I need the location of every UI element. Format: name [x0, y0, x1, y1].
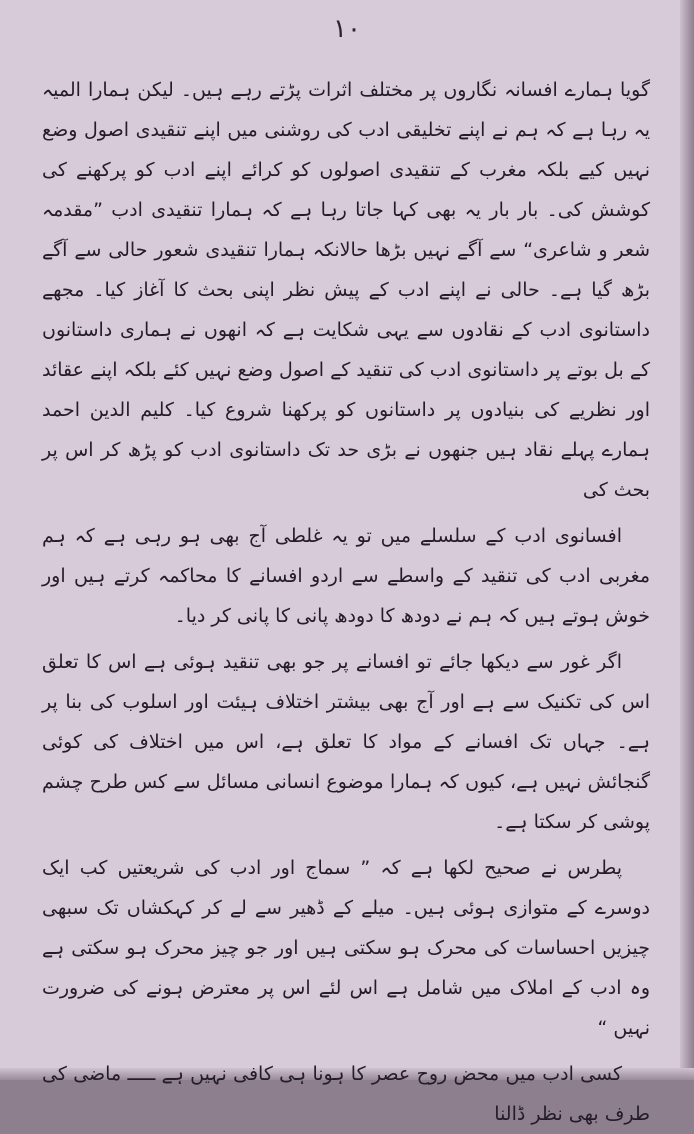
paragraph-4: پطرس نے صحیح لکھا ہے کہ ” سماج اور ادب کی شریعتیں کب ایک دوسرے کے متوازی ہوئی ہیں۔ میلے کے ڈھیر سے لے کر کہکشاں تک سبھی چیزیں احساسات کی محرک ہو سکتی ہیں اور جو چیز محرک ہو سکتی ہے وہ ادب کے املاک میں شامل ہے اس لئے اس پر معترض ہونے کی ضرورت نہیں “	[42, 857, 650, 1039]
paragraph-1: گویا ہمارے افسانہ نگاروں پر مختلف اثرات پڑتے رہے ہیں۔ لیکن ہمارا المیہ یہ رہا ہے کہ ہم نے اپنے تخلیقی ادب کی روشنی میں اپنے تنقیدی اصول وضع نہیں کیے بلکہ مغرب کے تنقیدی اصولوں کو کرائے اپنے ادب کو پرکھنے کی کوشش کی۔ بار بار یہ بھی کہا جاتا رہا ہے کہ ہمارا تنقیدی ادب ”مقدمہ شعر و شاعری“ سے آگے نہیں بڑھا حالانکہ ہمارا تنقیدی شعور حالی سے آگے بڑھ گیا ہے۔ حالی نے اپنے ادب کے پیش نظر اپنی بحث کا آغاز کیا۔ مجھے داستانوی ادب کے نقادوں سے یہی شکایت ہے کہ انھوں نے ہماری داستانوں کے بل بوتے پر داستانوی ادب کی تنقید کے اصول وضع نہیں کئے بلکہ اپنے عقائد اور نظریے کی بنیادوں پر داستانوں کو پرکھنا شروع کیا۔ کلیم الدین احمد ہمارے پہلے نقاد ہیں جنھوں نے بڑی حد تک داستانوی ادب کو پڑھ کر اس پر بحث کی	[42, 79, 650, 501]
paragraph-3: اگر غور سے دیکھا جائے تو افسانے پر جو بھی تنقید ہوئی ہے اس کا تعلق اس کی تکنیک سے ہے اور آج بھی بیشتر اختلاف ہیئت اور اسلوب کی بنا پر ہے۔ جہاں تک افسانے کے مواد کا تعلق ہے، اس میں اختلاف کی کوئی گنجائش نہیں ہے، کیوں کہ ہمارا موضوع انسانی مسائل سے کس طرح چشم پوشی کر سکتا ہے۔	[42, 651, 650, 833]
paragraph-5: کسی ادب میں محض روح عصر کا ہونا ہی کافی نہیں ہے ـــــ ماضی کی طرف بھی نظر ڈالنا	[42, 1063, 650, 1125]
page-number: ۱۰	[333, 14, 361, 44]
paragraph-2: افسانوی ادب کے سلسلے میں تو یہ غلطی آج بھی ہو رہی ہے کہ ہم مغربی ادب کی تنقید کے واسطے سے اردو افسانے کا محاکمہ کرتے ہیں اور خوش ہوتے ہیں کہ ہم نے دودھ کا دودھ پانی کا پانی کر دیا۔	[42, 525, 650, 627]
page-body	[42, 70, 650, 1134]
page-edge-shadow	[680, 0, 694, 1080]
